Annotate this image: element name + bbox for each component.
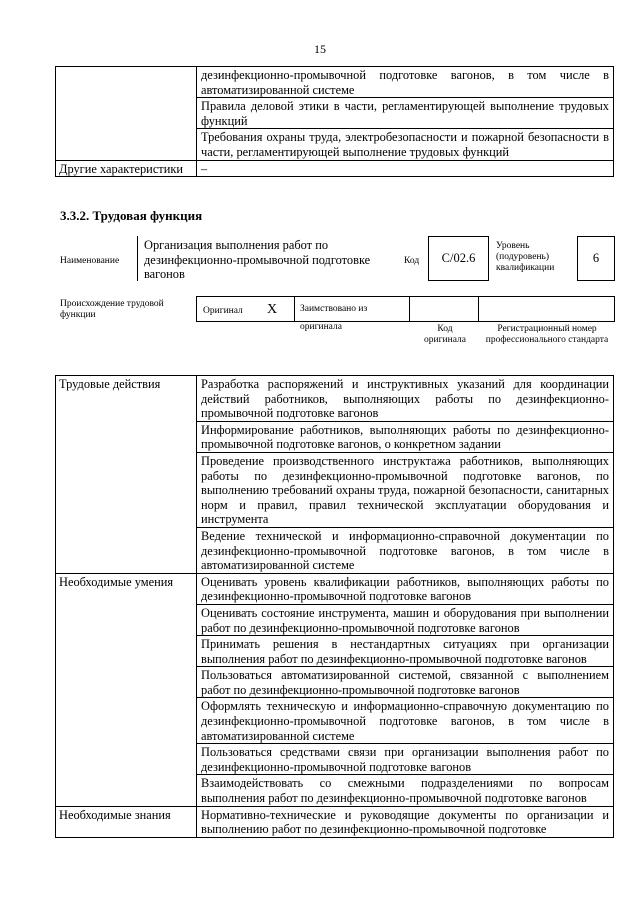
level-value: 6 xyxy=(577,236,615,281)
list-item: Проведение производственного инструктажа работников, выполняющих работы по дезинфекционно-промывочной подготовке вагонов, по выполнению требований охраны труда, пожарной безопасности, санитарных норм и правил, правил технической эксплуатации оборудования и инструмента xyxy=(197,452,614,527)
list-item: Разработка распоряжений и инструктивных указаний для координации действий работников, выполняющих работы по дезинфекционно-промывочной подготовке вагонов xyxy=(197,376,614,422)
table-row xyxy=(56,573,614,604)
list-item: Взаимодействовать со смежными подразделениями по вопросам выполнения работ по дезинфекционно-промывочной подготовке вагонов xyxy=(197,775,614,806)
list-item: Принимать решения в нестандартных ситуациях при организации выполнения работ по дезинфекционно-промывочной подготовке вагонов xyxy=(197,636,614,667)
original-box xyxy=(196,296,295,322)
original-mark: X xyxy=(267,302,278,317)
list-item: Пользоваться средствами связи при организации выполнения работ по дезинфекционно-промывочной подготовке вагонов xyxy=(197,744,614,775)
row-text: дезинфекционно-промывочной подготовке вагонов, в том числе в автоматизированной системе xyxy=(197,67,614,98)
function-details-table xyxy=(55,375,614,838)
row-label: Другие характеристики xyxy=(56,160,197,177)
list-item: Пользоваться автоматизированной системой, связанной с выполнением работ по дезинфекционно-промывочной подготовке вагонов xyxy=(197,667,614,698)
group-label: Необходимые знания xyxy=(56,806,197,837)
list-item: Информирование работников, выполняющих работы по дезинфекционно-промывочной подготовке вагонов, о конкретном задании xyxy=(197,421,614,452)
code-value: C/02.6 xyxy=(428,236,489,281)
row-text: – xyxy=(197,160,614,177)
table-row xyxy=(56,376,614,422)
row-text: Требования охраны труда, электробезопасности и пожарной безопасности в части, регламентирующей выполнение трудовых функций xyxy=(197,129,614,160)
level-label: Уровень (подуровень) квалификации xyxy=(496,241,555,273)
borrowed-label: Заимствовано из оригинала xyxy=(300,304,368,332)
list-item: Ведение технической и информационно-справочной документации по дезинфекционно-промывочной подготовке вагонов, в том числе в автоматизированной системе xyxy=(197,527,614,573)
section-title: 3.3.2. Трудовая функция xyxy=(60,208,203,223)
continuation-table xyxy=(55,66,614,177)
table-row xyxy=(56,67,614,98)
code-original-caption: Код оригинала xyxy=(424,324,466,345)
function-name: Организация выполнения работ по дезинфекционно-промывочной подготовке вагонов xyxy=(137,236,393,281)
list-item: Нормативно-технические и руководящие документы по организации и выполнению работ по дезинфекционно-промывочной подготовке xyxy=(197,806,614,837)
name-label: Наименование xyxy=(60,256,120,266)
group-label: Необходимые умения xyxy=(56,573,197,806)
origin-label: Происхождение трудовой функции xyxy=(60,299,164,320)
row-label xyxy=(56,67,197,161)
page-number: 15 xyxy=(314,42,326,56)
reg-number-caption: Регистрационный номер профессионального стандарта xyxy=(485,324,609,345)
row-text: Правила деловой этики в части, регламентирующей выполнение трудовых функций xyxy=(197,98,614,129)
table-row xyxy=(56,806,614,837)
list-item: Оценивать уровень квалификации работников, выполняющих работы по дезинфекционно-промывочной подготовке вагонов xyxy=(197,573,614,604)
group-label: Трудовые действия xyxy=(56,376,197,574)
table-row xyxy=(56,160,614,177)
reg-number-box xyxy=(478,296,615,322)
list-item: Оценивать состояние инструмента, машин и оборудования при выполнении работ по дезинфекционно-промывочной подготовке вагонов xyxy=(197,604,614,635)
code-original-box xyxy=(409,296,479,322)
list-item: Оформлять техническую и информационно-справочную документацию по дезинфекционно-промывочной подготовке вагонов, в том числе в автоматизированной системе xyxy=(197,698,614,744)
code-label: Код xyxy=(404,256,420,266)
original-label: Оригинал xyxy=(203,306,243,316)
